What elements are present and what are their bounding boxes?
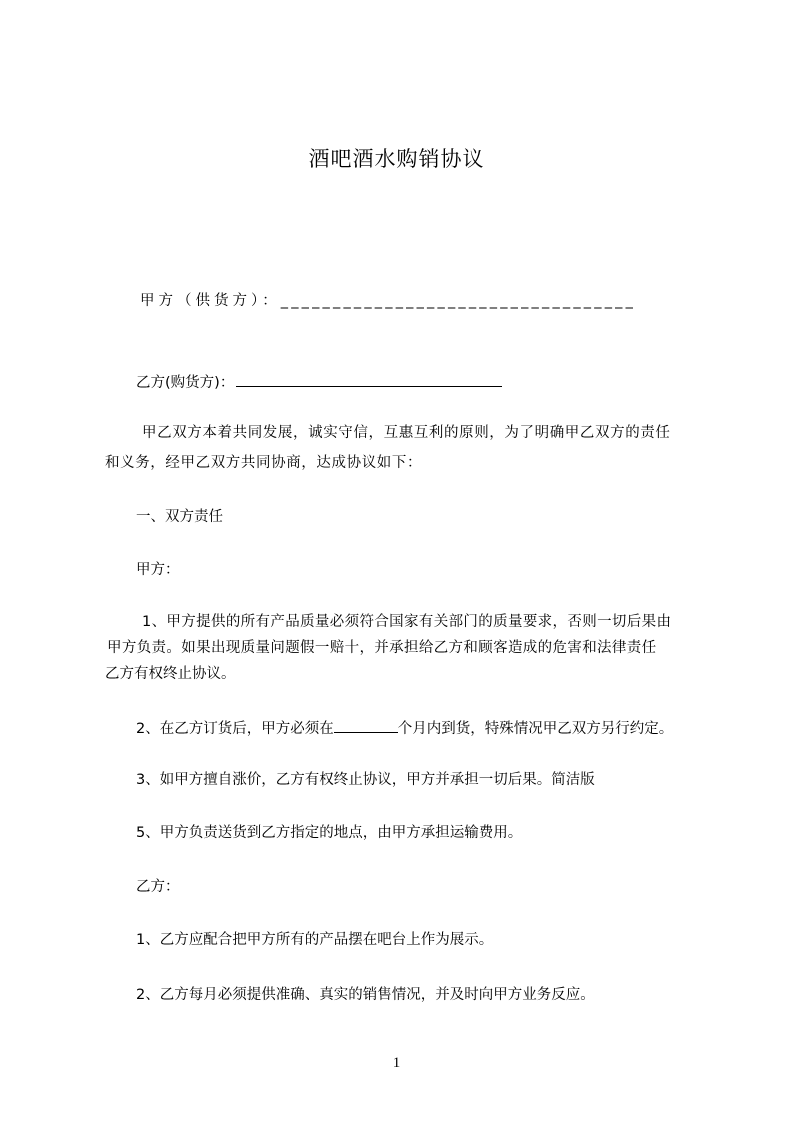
party-a-blank: __________________________________ — [280, 293, 637, 309]
a-item-1-line-3: 乙方有权终止协议。 — [105, 666, 236, 682]
intro-line-2: 和义务，经甲乙双方共同协商，达成协议如下： — [105, 455, 423, 471]
party-b-line — [136, 372, 502, 393]
document-title: 酒吧酒水购销协议 — [308, 147, 485, 171]
a-item-5: 5、甲方负责送货到乙方指定的地点，由甲方承担运输费用。 — [136, 825, 523, 841]
section-1-heading: 一、双方责任 — [136, 509, 223, 525]
party-b-label: 乙方(购货方)： — [136, 375, 235, 391]
party-b-blank — [236, 372, 502, 387]
b-item-2: 2、乙方每月必须提供准确、真实的销售情况，并及时向甲方业务反应。 — [136, 987, 595, 1003]
party-a-label: 甲方（供货方）： — [140, 293, 281, 309]
page-number: 1 — [392, 1055, 401, 1071]
a-item-1-line-1: 1、甲方提供的所有产品质量必须符合国家有关部门的质量要求，否则一切后果由 — [142, 614, 672, 630]
intro-line-1: 甲乙双方本着共同发展，诚实守信，互惠互利的原则，为了明确甲乙双方的责任 — [142, 425, 671, 441]
party-b-subheading: 乙方： — [136, 879, 180, 895]
a-item-2-before: 2、在乙方订货后，甲方必须在 — [136, 721, 334, 737]
party-a-subheading: 甲方： — [136, 562, 180, 578]
a-item-1-line-2: 甲方负责。如果出现质量问题假一赔十，并承担给乙方和顾客造成的危害和法律责任 — [107, 640, 657, 656]
a-item-3: 3、如甲方擅自涨价，乙方有权终止协议，甲方并承担一切后果。简洁版 — [136, 772, 595, 788]
party-a-line — [140, 291, 636, 311]
a-item-2 — [136, 718, 673, 739]
b-item-1: 1、乙方应配合把甲方所有的产品摆在吧台上作为展示。 — [136, 932, 494, 948]
a-item-2-after: 个月内到货，特殊情况甲乙双方另行约定。 — [397, 721, 674, 737]
a-item-2-blank — [334, 718, 398, 733]
